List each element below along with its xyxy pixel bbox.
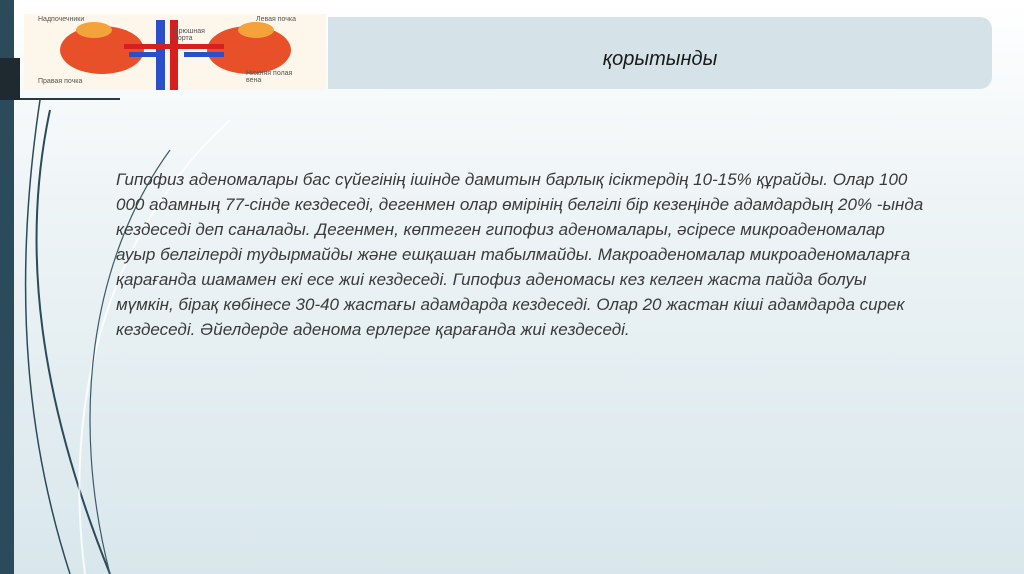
label-right-kidney: Правая почка [38,78,83,85]
label-vena-cava: Нижняя полая вена [246,70,293,84]
slide-title: қорытынды [602,48,718,70]
kidney-anatomy-image [24,14,326,90]
body-text: Гипофиз аденомалары бас сүйегінің ішінде дамитын барлық ісіктердің 10-15% құрайды. Олар 100 000 адамның 77-сінде кездеседі, дегенмен олар өмірінің белгілі бір кезеңінде адамдардың 20% -ында кездеседі деп саналады. Дегенмен, көптеген гипофиз аденомалары, әсіресе микроаденомалар ауыр белгілерді тудырмайды және ешқашан табылмайды. Макроаденомалар микроаденомаларға қарағанда шамамен екі есе жиі кездеседі. Гипофиз аденомасы кез келген жаста пайда болуы мүмкін, бірақ көбінесе 30-40 жастағы адамдарда кездеседі. Олар 20 жастан кіші адамдарда сирек кездеседі. Әйелдерде аденома ерлерге қарағанда жиі кездеседі. [116,170,924,339]
label-aorta: Брюшная аорта [174,28,205,42]
label-adrenal: Надпочечники [38,16,85,23]
title-bar [328,17,992,89]
label-left-kidney: Левая почка [256,16,297,23]
